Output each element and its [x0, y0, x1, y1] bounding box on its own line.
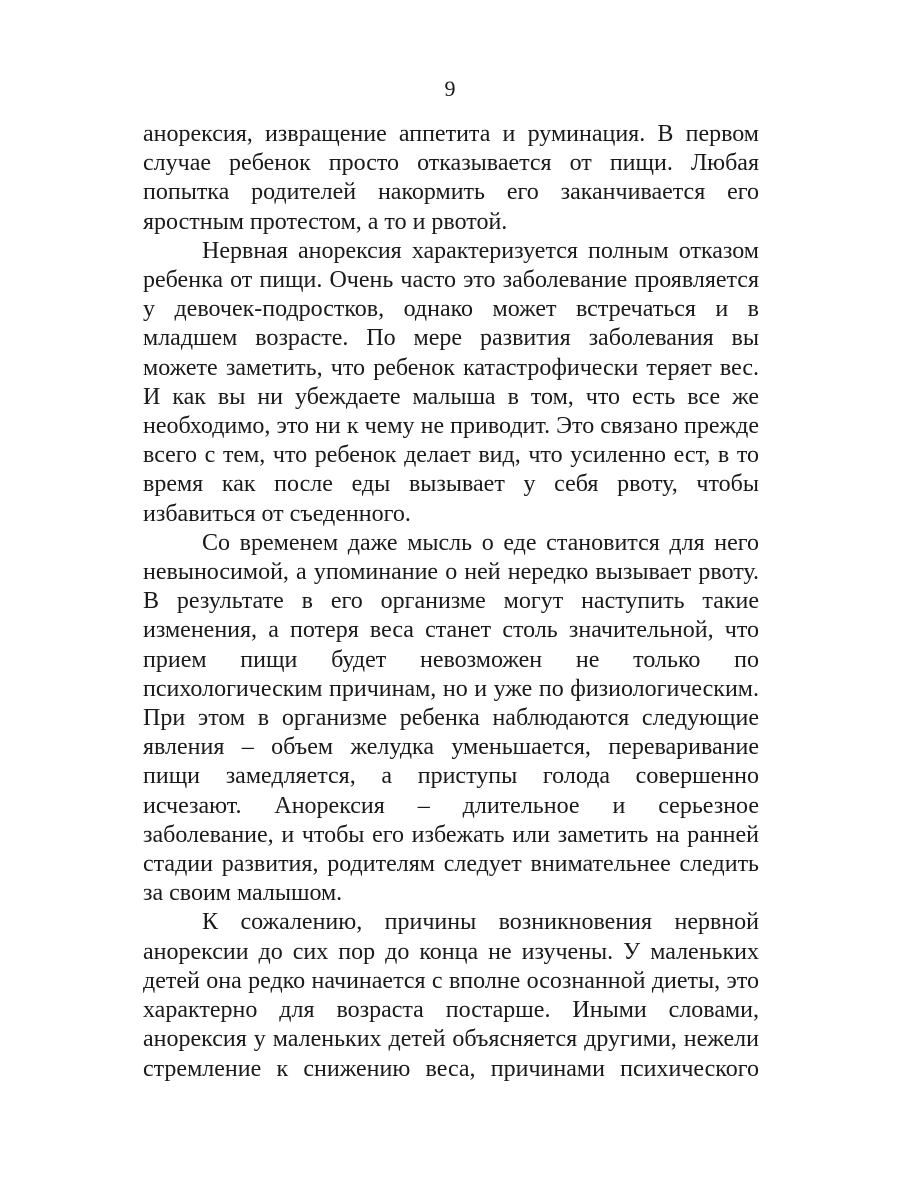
- page-number: 9: [444, 76, 456, 101]
- paragraph-continuation: анорексия, извращение аппетита и руминация. В первом случае ребенок просто отказывается от пищи. Любая попытка родителей накормить его заканчивается его яростным протестом, а то и рвотой.: [143, 121, 759, 235]
- text-body: [143, 120, 759, 1084]
- paragraph-food-aversion: Со временем даже мысль о еде становится для него невыносимой, а упоминание о ней нередко вызывает рвоту. В результате в его организме могут наступить такие изменения, а потеря веса станет столь значительной, что прием пищи будет невозможен не только по психологическим причинам, но и уже по физиологическим. При этом в организме ребенка наблюдаются следующие явления – объем желудка уменьшается, переваривание пищи замедляется, а приступы голода совершенно исчезают. Анорексия – длительное и серьезное заболевание, и чтобы его избежать или заметить на ранней стадии развития, родителям следует внимательнее следить за своим малышом.: [143, 529, 759, 907]
- paragraph-nervous-anorexia: Нервная анорексия характеризуется полным отказом ребенка от пищи. Очень часто это заболевание проявляется у девочек-подростков, однако может встречаться и в младшем возрасте. По мере развития заболевания вы можете заметить, что ребенок катастрофически теряет вес. И как вы ни убеждаете малыша в том, что есть все же необходимо, это ни к чему не приводит. Это связано прежде всего с тем, что ребенок делает вид, что усиленно ест, в то время как после еды вызывает у себя рвоту, чтобы избавиться от съеденного.: [143, 237, 759, 527]
- paragraph-causes: К сожалению, причины возникновения нервной анорексии до сих пор до конца не изучены. У маленьких детей она редко начинается с вполне осознанной диеты, это характерно для возраста постарше. Иными словами, анорексия у маленьких детей объясняется другими, нежели стремление к снижению веса, причинами психического: [143, 909, 759, 1082]
